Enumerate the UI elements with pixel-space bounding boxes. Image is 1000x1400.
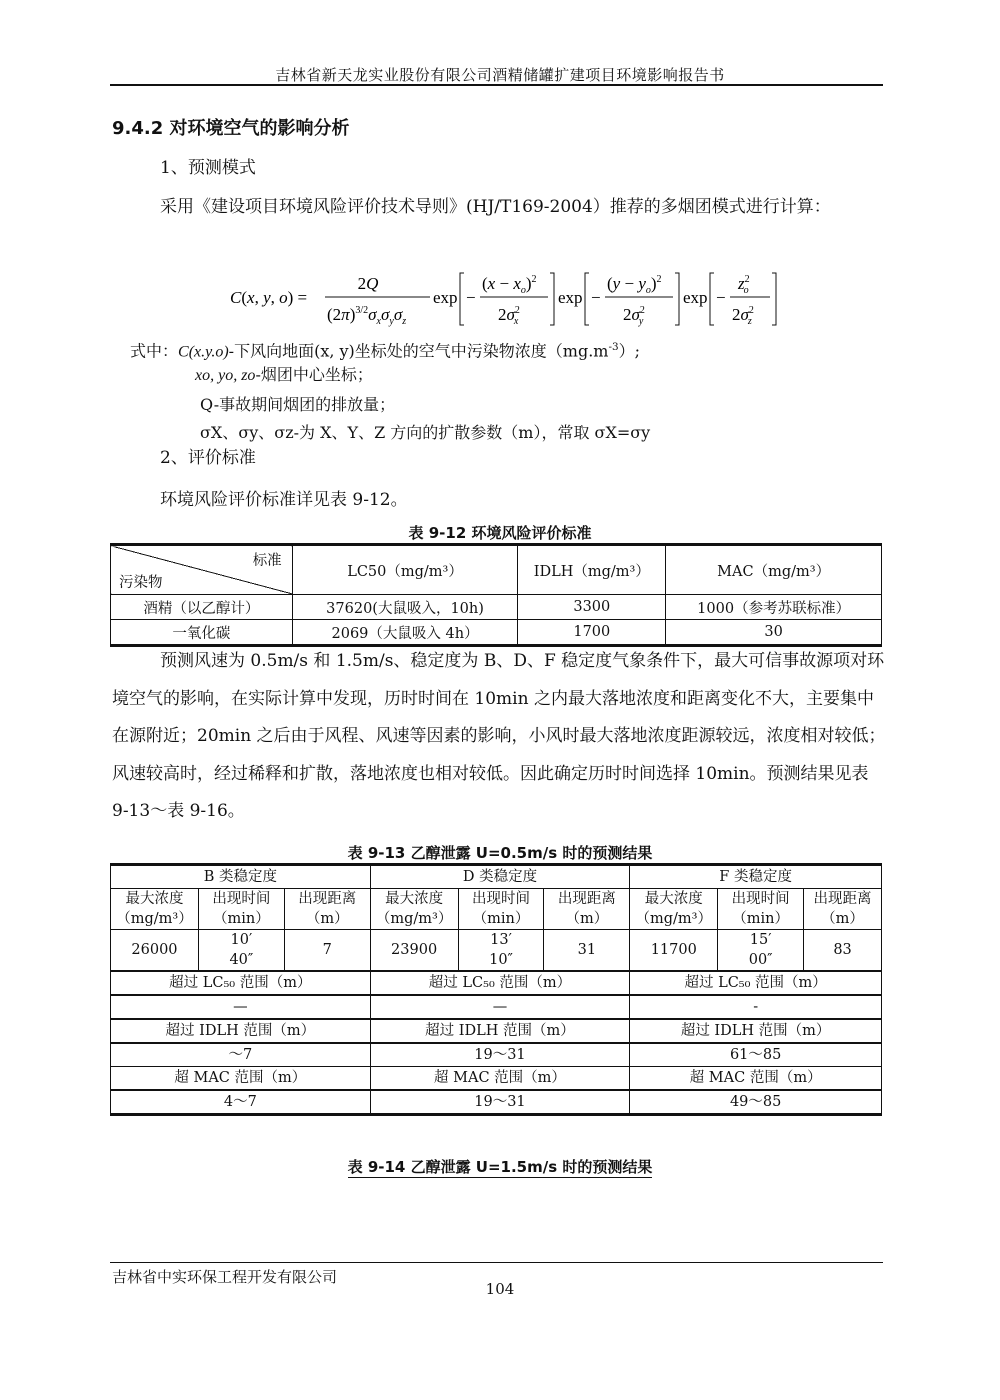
subsection-criteria: 2、评价标准 <box>160 448 256 468</box>
table-9-13 <box>110 863 882 1116</box>
footer-rule <box>110 1262 883 1263</box>
table-9-14-caption <box>0 1156 1000 1177</box>
definition-q: Q-事故期间烟团的排放量； <box>200 395 396 414</box>
idlh-label-row <box>111 1019 882 1043</box>
mac-value-f: 49～85 <box>630 1090 882 1115</box>
subheader-unit: （m） <box>565 911 609 927</box>
lc50-label: 超过 LC₅₀ 范围（m） <box>630 971 882 995</box>
idlh-value-d: 19～31 <box>370 1043 630 1067</box>
column-header: LC50（mg/m³） <box>292 545 518 595</box>
subheader-distance <box>284 889 370 930</box>
subheader-max-conc <box>370 889 458 930</box>
subheader-time <box>198 889 284 930</box>
subheader-distance <box>804 889 882 930</box>
stability-group-row <box>111 865 882 889</box>
table-header-row <box>111 545 882 595</box>
mac-label-row <box>111 1067 882 1091</box>
svg-text:2σ2x: $2\sigma^2$ x <box>498 305 520 327</box>
subheader-time <box>718 889 804 930</box>
exp-term-x: exp <box>433 288 458 307</box>
group-header-b: B 类稳定度 <box>111 865 371 889</box>
table-9-13-caption <box>0 842 1000 863</box>
formula-lhs: C(x, y, o) = <box>230 288 308 307</box>
table-caption-text: 表 9-14 乙醇泄露 U=1.5m/s 时的预测结果 <box>347 1158 653 1176</box>
dist-b: 7 <box>284 930 370 972</box>
svg-text:−: − <box>716 288 726 307</box>
max-conc-b: 26000 <box>111 930 199 972</box>
subheader-unit: （m） <box>821 911 864 927</box>
definition-center-text: -烟团中心坐标； <box>255 365 373 384</box>
paragraph-prediction-results: 预测风速为 0.5m/s 和 1.5m/s、稳定度为 B、D、F 稳定度气象条件下，最大可信事故源项对环境空气的影响，在实际计算中发现，历时时间在 10min 之内最大落地浓度和距离变化不大，主要集中在源附近；20min 之后由于风程、风速等因素的影响，小风时最大落地浓度距源较远，浓度相对较低；风速较高时，经过稀释和扩散，落地浓度也相对较低。因此确定历时时间选择 10min。预测结果见表 9-13～表 9-16。 <box>112 651 886 821</box>
table-9-12 <box>110 543 882 647</box>
svg-text:z2o: $z^2$ o <box>738 274 750 296</box>
corner-label-standard: 标准 <box>252 553 282 569</box>
group-header-f: F 类稳定度 <box>630 865 882 889</box>
table-cell: 37620(大鼠吸入，10h) <box>292 595 518 620</box>
mac-value-row <box>111 1090 882 1115</box>
idlh-label: 超过 IDLH 范围（m） <box>111 1019 371 1043</box>
corner-label-pollutant: 污染物 <box>119 575 163 591</box>
table-cell: 1700 <box>518 620 666 646</box>
lc50-value-f: - <box>630 995 882 1019</box>
bracket-left <box>460 273 464 325</box>
definition-c-end: ）; <box>618 341 641 361</box>
idlh-label: 超过 IDLH 范围（m） <box>630 1019 882 1043</box>
subheader-label: 出现距离 <box>298 891 357 907</box>
lc50-label-row <box>111 971 882 995</box>
subheader-label: 出现时间 <box>731 891 790 907</box>
mac-value-b: 4～7 <box>111 1090 371 1115</box>
symbol-c: C(x.y.o) <box>178 343 229 361</box>
table-row <box>111 595 882 620</box>
subheader-label: 出现时间 <box>212 891 271 907</box>
subheader-label: 最大浓度 <box>125 891 184 907</box>
subheader-unit: （mg/m³） <box>635 911 712 927</box>
corner-cell <box>111 545 293 595</box>
time-seconds: 40″ <box>229 952 254 968</box>
subheader-max-conc <box>111 889 199 930</box>
document-header-title: 吉林省新天龙实业股份有限公司酒精储罐扩建项目环境影响报告书 <box>275 66 725 84</box>
svg-text:(y − yo)2: $(y - y_o)^2$ <box>607 274 662 296</box>
table-9-12-caption <box>0 522 1000 543</box>
subheader-unit: （m） <box>305 911 349 927</box>
paragraph-criteria: 环境风险评价标准详见表 9-12。 <box>160 490 408 510</box>
time-seconds: 00″ <box>748 952 773 968</box>
svg-text:−: − <box>591 288 601 307</box>
svg-text:(x − xo)2: $(x - x_o)^2$ <box>482 274 537 296</box>
definition-c-text: -下风向地面(x, y)坐标处的空气中污染物浓度（mg.m <box>228 341 609 361</box>
table-cell: 2069（大鼠吸入 4h） <box>292 620 518 646</box>
subheader-label: 最大浓度 <box>385 891 444 907</box>
subheader-unit: （mg/m³） <box>375 911 453 927</box>
dist-f: 83 <box>804 930 882 972</box>
section-title: 9.4.2 对环境空气的影响分析 <box>112 118 350 139</box>
max-conc-d: 23900 <box>370 930 458 972</box>
subheader-max-conc <box>630 889 718 930</box>
svg-text:2σ2y: $2\sigma^2$ y <box>623 305 645 327</box>
subheader-label: 出现距离 <box>813 891 872 907</box>
dispersion-formula <box>230 265 790 331</box>
header-rule <box>110 84 883 86</box>
svg-text:−: − <box>466 288 476 307</box>
time-f <box>718 930 804 972</box>
svg-text:2σ2z: $2\sigma^2$ z <box>732 305 754 327</box>
subheader-label: 出现时间 <box>472 891 531 907</box>
subheader-time <box>458 889 544 930</box>
table-caption-text: 表 9-12 环境风险评价标准 <box>408 524 592 542</box>
time-d <box>458 930 544 972</box>
page-number: 104 <box>485 1280 515 1298</box>
row-label: 一氧化碳 <box>111 620 293 646</box>
subheader-unit: （min） <box>732 911 790 927</box>
lc50-label: 超过 LC₅₀ 范围（m） <box>370 971 630 995</box>
mac-label: 超 MAC 范围（m） <box>111 1067 371 1091</box>
max-conc-f: 11700 <box>630 930 718 972</box>
paragraph-method: 采用《建设项目环境风险评价技术导则》(HJ/T169-2004）推荐的多烟团模式进行计算： <box>160 197 831 217</box>
idlh-label: 超过 IDLH 范围（m） <box>370 1019 630 1043</box>
values-row <box>111 930 882 972</box>
subheader-unit: （mg/m³） <box>116 911 193 927</box>
idlh-value-f: 61～85 <box>630 1043 882 1067</box>
table-caption-text: 表 9-13 乙醇泄露 U=0.5m/s 时的预测结果 <box>347 844 653 862</box>
table-cell: 3300 <box>518 595 666 620</box>
subheader-label: 出现距离 <box>557 891 616 907</box>
lc50-label: 超过 LC₅₀ 范围（m） <box>111 971 371 995</box>
time-minutes: 15′ <box>749 932 772 948</box>
mac-label: 超 MAC 范围（m） <box>630 1067 882 1091</box>
group-header-d: D 类稳定度 <box>370 865 630 889</box>
time-seconds: 10″ <box>489 952 513 968</box>
table-row <box>111 620 882 646</box>
definition-lead: 式中： <box>130 341 179 361</box>
formula-denominator: $(2\pi)^{3/2}\sigma_x\sigma_y\sigma_z$ <box>327 305 407 327</box>
idlh-value-row <box>111 1043 882 1067</box>
exp-term-y: exp <box>558 288 583 307</box>
table-cell: 1000（参考苏联标准） <box>666 595 882 620</box>
subheader-unit: （min） <box>472 911 530 927</box>
lc50-value-d: — <box>370 995 630 1019</box>
subheader-row <box>111 889 882 930</box>
unit-exponent: -3 <box>608 341 619 353</box>
symbol-center: xo, yo, zo <box>195 367 256 384</box>
dist-d: 31 <box>544 930 630 972</box>
subheader-distance <box>544 889 630 930</box>
time-b <box>198 930 284 972</box>
lc50-value-row <box>111 995 882 1019</box>
subsection-prediction-model: 1、预测模式 <box>160 158 256 178</box>
table-cell: 30 <box>666 620 882 646</box>
idlh-value-b: ～7 <box>111 1043 371 1067</box>
column-header: IDLH（mg/m³） <box>518 545 666 595</box>
mac-label: 超 MAC 范围（m） <box>370 1067 630 1091</box>
lc50-value-b: — <box>111 995 371 1019</box>
footer-company: 吉林省中实环保工程开发有限公司 <box>112 1268 338 1286</box>
time-minutes: 10′ <box>230 932 253 948</box>
bracket-right <box>550 273 554 325</box>
column-header: MAC（mg/m³） <box>666 545 882 595</box>
row-label: 酒精（以乙醇计） <box>111 595 293 620</box>
mac-value-d: 19～31 <box>370 1090 630 1115</box>
exp-term-z: exp <box>683 288 708 307</box>
definition-center <box>195 362 373 385</box>
subheader-unit: （min） <box>213 911 270 927</box>
definition-sigma: σX、σy、σz-为 X、Y、Z 方向的扩散参数（m），常取 σX=σy <box>200 423 651 442</box>
time-minutes: 13′ <box>490 932 512 948</box>
formula-numerator: 2Q <box>357 274 379 293</box>
subheader-label: 最大浓度 <box>644 891 703 907</box>
